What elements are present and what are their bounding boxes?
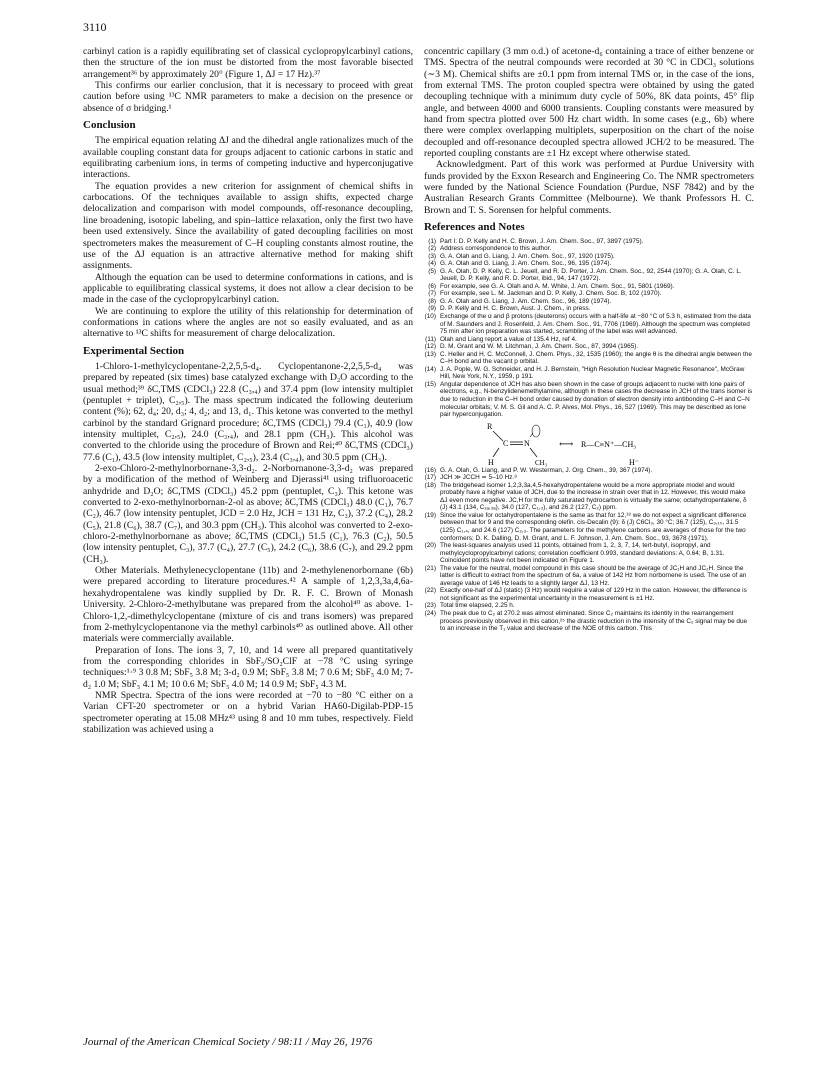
paragraph: carbinyl cation is a rapidly equilibrating set of classical cyclopropylcarbinyl cations, then the structure of the ion must be distorted from the most favorable bisected arrangement³⁶ by approximately 20° (Figure 1, ΔJ = 17 Hz).³⁷ xyxy=(83,46,413,80)
reference-item xyxy=(424,253,754,261)
reference-text: G. A. Olah and G. Liang, J. Am. Chem. Soc., 97, 1920 (1975). xyxy=(440,252,615,260)
paragraph: concentric capillary (3 mm o.d.) of acetone-d₆ containing a trace of either benzene or TMS. Spectra of the neutral compounds were recorded at 30 °C in CDCl₃ solutions (∼3 M). Chemical shifts are ±0.1 ppm from internal TMS or, in the case of the ions, from external TMS. The proton coupled spectra were obtained by using the gated decoupling technique with a minimum duty cycle of 50%, 8K data points, 45° flip angle, and between 4000 and 6000 transients. Coupling constants were measured by hand from spectra plotted over 500 Hz chart width. In some cases (e.g., 6b) where there were complex overlapping multiplets, superposition on the chart of the noise decoupled and off-resonance decoupled spectra allowed JCH/2 to be measured. The reported coupling constants are ±1 Hz except where otherwise stated. xyxy=(424,46,754,160)
reference-number: (16) xyxy=(424,466,436,474)
reference-number: (6) xyxy=(428,282,436,290)
paragraph: NMR Spectra. Spectra of the ions were recorded at −70 to −80 °C either on a Varian CFT-20 spectrometer or on a hybrid Varian HA60-Digilab-PDP-15 spectrometer operating at 15.08 MHz⁴³ using 8 and 10 mm tubes, respectively. Field stabilization was achieved using a xyxy=(83,689,413,735)
reference-item xyxy=(424,313,754,336)
reference-number: (23) xyxy=(424,602,436,610)
reference-text: Total time elapsed, 2.25 h. xyxy=(440,602,515,610)
reference-text: For example, see L. M. Jackman and D. P. Kelly, J. Chem. Soc. B, 102 (1970). xyxy=(440,290,662,298)
reference-number: (19) xyxy=(424,511,436,519)
reference-text: The peak due to C₂ at 270.2 was almost eliminated. Since C₂ maintains its identity in the rearrangement process previously observed in this cation,²⁵ the drastic reduction in the intensity of the C₂ signal may be due to an increase in the T₁ value and decrease of the NOE of this carbon. This xyxy=(440,610,748,633)
paragraph: The empirical equation relating ΔJ and the dihedral angle rationalizes much of the available coupling constant data for groups adjacent to cationic carbons in static and equilibrating carbenium ions, in terms of competing inductive and hyperconjugative interactions. xyxy=(83,135,413,181)
reference-item xyxy=(424,283,754,291)
reference-text: Since the value for octahydropentalene is the same as that for 12,¹⁸ we do not expect a significant difference between that for 9 and the corresponding olefin. cis-Decalin (9): δ (J) C6Cl₃, 30 °C; 36.7 (125), C₉,₁₀, 31.5 (125) C₁,₄, and 24.6 (127) C₂,₃. The parameters for the methylene carbons are averages of those for the two conformers; D. K. Dalling, D. M. Grant, and L. F. Johnson, J. Am. Chem. Soc., 93, 3678 (1971). xyxy=(440,511,747,542)
scheme-h-minus-label: H⁻ xyxy=(629,457,639,467)
scheme-h-label: H xyxy=(488,457,494,467)
journal-footer: Journal of the American Chemical Society / 98:11 / May 26, 1976 xyxy=(83,1036,373,1048)
section-heading: References and Notes xyxy=(424,221,525,234)
reference-number: (5) xyxy=(428,267,436,275)
reference-item xyxy=(424,542,754,565)
resonance-scheme xyxy=(424,419,754,467)
reference-item xyxy=(424,238,754,246)
reference-number: (18) xyxy=(424,481,436,489)
paragraph: Although the equation can be used to determine conformations in cations, and is applicable to equilibrating classical systems, it does not allow a clear decision to be made in the case of the cyclopropylcarbinyl cation. xyxy=(83,271,413,306)
reference-text: J. A. Pople, W. G. Schneider, and H. J. Bernstein, "High Resolution Nuclear Magnetic Resonance", McGraw Hill, New York, N.Y., 1959, p 191. xyxy=(440,365,745,381)
reference-text: For example, see G. A. Olah and A. M. White, J. Am. Chem. Soc., 91, 5801 (1969). xyxy=(440,282,675,290)
reference-item xyxy=(424,336,754,344)
reference-text: Olah and Liang report a value of 135.4 Hz, ref 4. xyxy=(440,335,577,343)
reference-item xyxy=(424,602,754,610)
paragraph: The equation provides a new criterion for assignment of chemical shifts in carbocations. Of the techniques available to assign shifts, expected charge delocalization and comparison with model compounds, off-resonance decoupling, line broadening, isotopic labeling, and spin–lattice relaxation, only the first two have been used extensively. Since the availability of gated decoupling facilities on most spectrometers makes the measurement of C–H coupling constants almost routine, the use of the ΔJ equation is an attractive alternative method for making shift assignments. xyxy=(83,180,413,272)
reference-text: G. A. Olah, D. P. Kelly, C. L. Jeuell, and R. D. Porter, J. Am. Chem. Soc., 92, 2544 (1970); G. A. Olah, C. L. Jeuell, D. P. Kelly, and R. D. Porter, ibid., 94, 147 (1972). xyxy=(440,267,742,283)
reference-item xyxy=(424,565,754,588)
references-list-continued xyxy=(424,467,754,633)
right-column xyxy=(424,46,754,633)
reference-number: (7) xyxy=(428,290,436,298)
page-number: 3110 xyxy=(83,20,107,34)
scheme-r-label: R xyxy=(487,421,493,431)
reference-item xyxy=(424,610,754,633)
reference-item xyxy=(424,351,754,366)
reference-item xyxy=(424,298,754,306)
paragraph: Preparation of Ions. The ions 3, 7, 10, and 14 were all prepared quantitatively from the corresponding chlorides in SbF₅/SO₂ClF at −78 °C using syringe techniques:¹·⁹ 3 0.8 M; SbF₅ 3.8 M; 3-d₂ 0.9 M; SbF₅ 3.8 M; 7 0.6 M; SbF₅ 4.0 M; 7-d₂ 1.0 M; SbF₅ 4.1 M; 10 0.6 M; SbF₅ 4.0 M; 14 0.9 M; SbF₅ 4.3 M. xyxy=(83,644,413,690)
reference-text: C. Heller and H. C. McConnell, J. Chem. Phys., 32, 1535 (1960); the angle θ is the dihedral angle between the C–H bond and the vacant p orbital. xyxy=(440,350,752,366)
reference-text: G. A. Olah and G. Liang, J. Am. Chem. Soc., 96, 189 (1974). xyxy=(440,297,612,305)
paragraph: This confirms our earlier conclusion, that it is necessary to proceed with great caution before using ¹³C NMR parameters to make a decision on the presence or absence of σ bridging.¹ xyxy=(83,80,413,114)
reference-item xyxy=(424,474,754,482)
scheme-c-label: C xyxy=(503,438,509,448)
reference-text: Exactly one-half of ΔJ (static) (3 Hz) would require a value of 129 Hz in the cation. However, the difference is not significant as the experimental uncertainty in the measurement is ±1 Hz. xyxy=(440,587,747,602)
reference-text: D. M. Grant and W. M. Litchman, J. Am. Chem. Soc., 87, 3994 (1965). xyxy=(440,343,639,351)
reference-item xyxy=(424,343,754,351)
reference-number: (21) xyxy=(424,564,436,572)
reference-text: Exchange of the α and β protons (deuterons) occurs with a half-life at −80 °C of 5.3 h, estimated from the data of M. Saunders and J. Rosenfeld, J. Am. Chem. Soc., 91, 7706 (1969). Although the spectrum was completed 75 min after ion preparation was started, scrambling of the label was well advanced. xyxy=(440,312,751,336)
reference-number: (9) xyxy=(428,305,436,313)
reference-item xyxy=(424,587,754,602)
reference-number: (8) xyxy=(428,297,436,305)
reference-item xyxy=(424,512,754,542)
reference-number: (1) xyxy=(428,237,436,245)
reference-number: (4) xyxy=(428,260,436,268)
reference-number: (12) xyxy=(424,343,436,351)
reference-number: (22) xyxy=(424,587,436,595)
reference-number: (11) xyxy=(425,335,436,343)
scheme-ch3-label: CH₃ xyxy=(535,458,548,467)
scheme-n-label: N xyxy=(524,438,530,448)
reference-number: (20) xyxy=(424,542,436,550)
reference-item xyxy=(424,482,754,512)
reference-number: (15) xyxy=(424,380,436,388)
resonance-structure-diagram xyxy=(479,419,709,467)
reference-text: Address correspondence to this author. xyxy=(440,245,552,253)
reference-item xyxy=(424,381,754,419)
reference-text: JCH ≫ JCCH ≃ 5–10 Hz.⁸ xyxy=(440,474,517,482)
reference-number: (24) xyxy=(424,610,436,618)
reference-number: (17) xyxy=(424,474,436,482)
reference-text: G. A. Olah and G. Liang, J. Am. Chem. Soc., 96, 195 (1974). xyxy=(440,260,612,268)
section-heading: Experimental Section xyxy=(83,344,185,357)
reference-number: (10) xyxy=(424,312,436,320)
reference-number: (2) xyxy=(428,245,436,253)
reference-item xyxy=(424,467,754,475)
paragraph: Other Materials. Methylenecyclopentane (11b) and 2-methylenenorbornane (6b) were prepared according to literature procedures.⁴² A sample of 1,2,3,3a,4,6a-hexahydropentalene was kindly supplied by Dr. R. F. C. Brown of Monash University. 2-Chloro-2-methylbutane was prepared from the alcohol⁴⁰ as above. 1-Chloro-1,2,-dimethylcyclopentane (mixture of cis and trans isomers) was prepared from 2-methylcyclopentanone via the methyl carbinols⁴⁰ as outlined above. All other materials were commercially available. xyxy=(83,565,413,645)
reference-text: G. A. Olah, G. Liang, and P. W. Westerman, J. Org. Chem., 39, 367 (1974). xyxy=(440,466,653,474)
paragraph: 2-exo-Chloro-2-methylnorbornane-3,3-d₂. 2-Norbornanone-3,3-d₂ was prepared by a modification of the method of Weinberg and Djerassi⁴¹ using trifluoroacetic anhydride and D₂O; δC,TMS (CDCl₃) 45.2 ppm (pentuplet, C₃). This ketone was converted to 2-exo-methylnorbornan-2-ol as above; δC,TMS (CDCl₃) 48.0 (C₁), 76.7 (C₂), 46.7 (low intensity pentuplet, JCD = 2.0 Hz, JCH = 131 Hz, C₃), 37.2 (C₄), 28.2 (C₅), 21.8 (C₆), 38.7 (C₇), and 30.3 ppm (CH₃). This alcohol was converted to 2-exo-chloro-2-methylnorbornane as above; δC,TMS (CDCl₃) 51.5 (C₁), 76.3 (C₂), 50.5 (low intensity pentuplet, C₃), 37.7 (C₄), 27.7 (C₅), 24.2 (C₆), 38.6 (C₇), and 29.2 ppm (CH₃). xyxy=(83,463,413,565)
scheme-right-formula: R—C≡N⁺—CH₃ xyxy=(581,439,637,449)
paragraph: We are continuing to explore the utility of this relationship for determination of conformations in cations where the angles are not so easily evaluated, and as an alternative to ¹³C shifts for measurement of charge delocalization. xyxy=(83,305,413,340)
reference-number: (3) xyxy=(428,252,436,260)
reference-number: (13) xyxy=(424,350,436,358)
reference-text: The bridgehead isomer 1,2,3,3a,4,5-hexahydropentalene would be a more appropriate model and would probably have a higher value of JCH, due to the increase in strain over that in 12. However, this would make ΔJ even more negative. JC,H for the fully saturated hydrocarbon is virtually the same; octahydropentalene, δ (J) 43.1 (134, C₁ₐ,₃ₐ), 34.0 (127, C₁,₃), and 26.2 (127, C₂) ppm. xyxy=(440,481,747,512)
reference-item xyxy=(424,260,754,268)
reference-text: D. P. Kelly and H. C. Brown, Aust. J. Chem., in press. xyxy=(440,305,591,313)
reference-text: Part I: D. P. Kelly and H. C. Brown, J. Am. Chem. Soc., 97, 3897 (1975). xyxy=(440,237,644,245)
reference-item xyxy=(424,245,754,253)
reference-text: The least-squares analysis used 11 points, obtained from 1, 2, 3, 7, 14, tert-butyl, isopropyl, and methylcyclopropylcarbinyl cations; correlation coefficient 0.993, standard deviations: A, 0.64; B, 1.31. Coincident points have not been indicated on Figure 1. xyxy=(440,542,725,565)
reference-number: (14) xyxy=(424,365,436,373)
left-column xyxy=(83,46,413,735)
resonance-arrow: ⟷ xyxy=(559,438,574,450)
reference-item xyxy=(424,366,754,381)
reference-text: Angular dependence of JCH has also been shown in the case of groups adjacent to nuclei with lone pairs of electrons, e.g., N-benzylidenemethylamine, although in these cases the decrease in JCH of the trans isomer is due to reduction in the C–H bond order caused by donation of electron density into antibonding C–H and C–N molecular orbitals; V. M. S. Gil and A. C. P. Alves, Mol. Phys., 16, 527 (1969). This may be described as lone pair hyperconjugation. xyxy=(440,380,753,419)
reference-text: The value for the neutral, model compound in this case should be the average of JC₁H and JC₂H. Since the latter is difficult to extract from the spectrum of 6a, a value of 142 Hz from norbornene is used. The use of an average value of 146 Hz leads to a slightly larger ΔJ, 13 Hz. xyxy=(440,564,747,587)
section-heading: Conclusion xyxy=(83,119,136,132)
paragraph: 1-Chloro-1-methylcyclopentane-2,2,5,5-d₄. Cyclopentanone-2,2,5,5-d₄ was prepared by repeated (six times) base catalyzed exchange with D₂O according to the usual method;³⁹ δC,TMS (CDCl₃) 22.8 (C₃,₄) and 37.4 ppm (low intensity multiplet (pentuplet + triplet), C₂,₅). The mass spectrum indicated the following deuterium content (%); 62, d₄; 20, d₃; 4, d₂; and 13, d₁. This ketone was converted to the methyl carbinol by the standard Grignard procedure; δC,TMS (CDCl₃) 79.4 (C₁), 40.9 (low intensity multiplet, C₂,₅), 24.0 (C₃,₄), and 28.1 ppm (CH₃). This alcohol was converted to the chloride using the procedure of Brown and Rei;⁴⁰ δC,TMS (CDCl₃) 77.6 (C₁), 43.5 (low intensity multiplet, C₂,₅), 23.4 (C₃,₄), and 30.5 ppm (CH₃). xyxy=(83,360,413,463)
reference-item xyxy=(424,305,754,313)
reference-item xyxy=(424,268,754,283)
references-list xyxy=(424,238,754,419)
reference-item xyxy=(424,290,754,298)
paragraph: Acknowledgment. Part of this work was performed at Purdue University with funds provided by the Exxon Research and Engineering Co. The NMR spectrometers were funded by the National Science Foundation (Purdue, NSF 7842) and by the Australian Research Grants Committee (Melbourne). We thank Professors H. C. Brown and T. S. Sorensen for helpful comments. xyxy=(424,159,754,216)
